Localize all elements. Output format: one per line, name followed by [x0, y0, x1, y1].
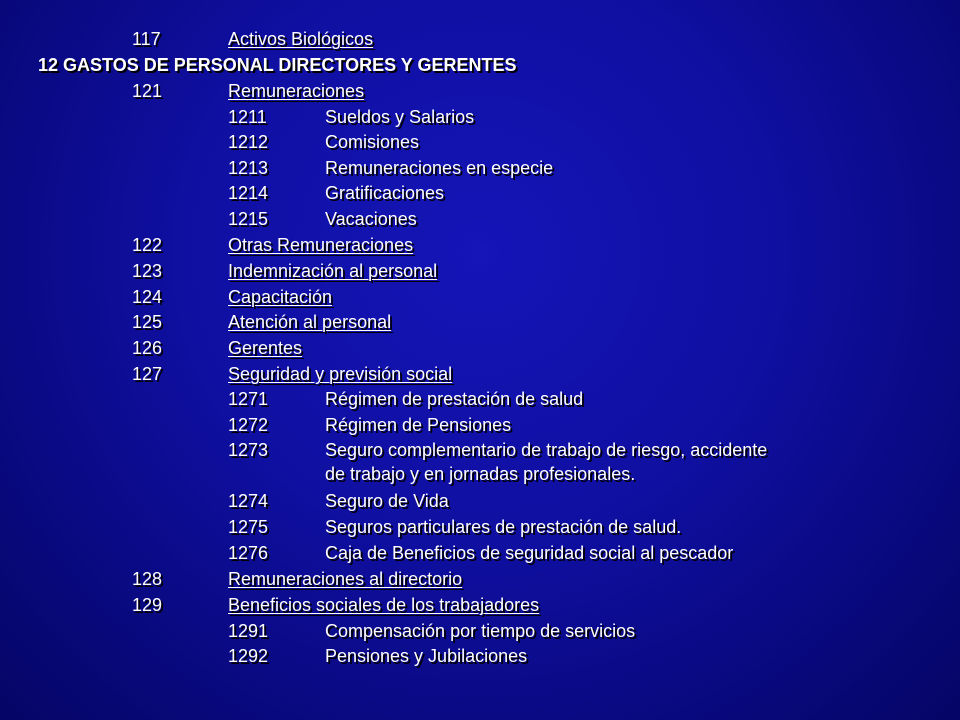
subaccount-title: Sueldos y Salarios	[325, 107, 475, 127]
account-code: 126	[132, 338, 163, 358]
subaccount-code: 1292	[228, 646, 269, 666]
account-title: Seguridad y previsión social	[228, 364, 453, 384]
account-title: Otras Remuneraciones	[228, 235, 414, 255]
subaccount-code: 1215	[228, 209, 269, 229]
account-title: Atención al personal	[228, 312, 392, 332]
account-title: Remuneraciones al directorio	[228, 569, 463, 589]
account-title: Remuneraciones	[228, 81, 365, 101]
account-title: Beneficios sociales de los trabajadores	[228, 595, 540, 615]
section-heading: 12 GASTOS DE PERSONAL DIRECTORES Y GERENTES	[38, 55, 517, 75]
account-code: 124	[132, 287, 163, 307]
account-title: Gerentes	[228, 338, 303, 358]
subaccount-title: Remuneraciones en especie	[325, 158, 554, 178]
subaccount-title: Caja de Beneficios de seguridad social al pescador	[325, 543, 734, 563]
account-code: 123	[132, 261, 163, 281]
subaccount-code: 1214	[228, 183, 269, 203]
subaccount-title: Seguros particulares de prestación de salud.	[325, 517, 682, 537]
subaccount-title: Seguro complementario de trabajo de riesgo, accidente	[325, 440, 768, 460]
subaccount-code: 1212	[228, 132, 269, 152]
subaccount-code: 1211	[228, 107, 267, 127]
subaccount-code: 1272	[228, 415, 269, 435]
subaccount-code: 1213	[228, 158, 269, 178]
account-title: Indemnización al personal	[228, 261, 438, 281]
subaccount-title: Vacaciones	[325, 209, 417, 229]
subaccount-title: Régimen de Pensiones	[325, 415, 512, 435]
subaccount-code: 1275	[228, 517, 269, 537]
account-code: 127	[132, 364, 163, 384]
account-code: 122	[132, 235, 163, 255]
subaccount-title: Seguro de Vida	[325, 491, 449, 511]
account-code: 125	[132, 312, 163, 332]
subaccount-title: Gratificaciones	[325, 183, 445, 203]
subaccount-code: 1291	[228, 621, 269, 641]
subaccount-title: Régimen de prestación de salud	[325, 389, 584, 409]
account-title: Activos Biológicos	[228, 29, 374, 49]
subaccount-title: Pensiones y Jubilaciones	[325, 646, 528, 666]
account-code: 121	[132, 81, 163, 101]
subaccount-code: 1276	[228, 543, 269, 563]
account-title: Capacitación	[228, 287, 333, 307]
subaccount-title: Comisiones	[325, 132, 420, 152]
account-code: 128	[132, 569, 163, 589]
account-code: 129	[132, 595, 163, 615]
subaccount-title-continuation: de trabajo y en jornadas profesionales.	[325, 464, 636, 484]
subaccount-code: 1274	[228, 491, 269, 511]
subaccount-code: 1273	[228, 440, 269, 460]
account-code: 117	[132, 29, 161, 49]
subaccount-title: Compensación por tiempo de servicios	[325, 621, 636, 641]
subaccount-code: 1271	[228, 389, 269, 409]
